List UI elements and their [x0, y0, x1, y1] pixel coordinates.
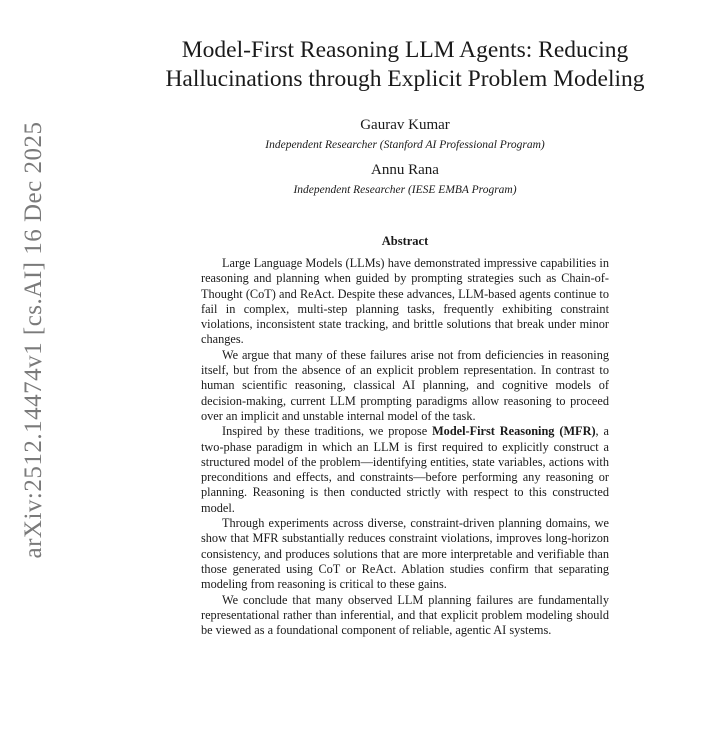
title-line-2: Hallucinations through Explicit Problem Modeling — [165, 66, 645, 92]
abstract-paragraph-5: We conclude that many observed LLM planning failures are fundamentally representational rather than inferential, and that explicit problem modeling should be viewed as a foundational component of reliable, agentic AI systems. — [201, 592, 609, 638]
author-block-1 — [150, 116, 660, 152]
author-block-2 — [150, 161, 660, 197]
abstract-paragraph-3 — [201, 424, 609, 516]
abstract-heading: Abstract — [381, 234, 429, 248]
abstract-paragraph-1: Large Language Models (LLMs) have demonstrated impressive capabilities in reasoning and planning when guided by prompting strategies such as Chain-of-Thought (CoT) and ReAct. Despite these advances, LLM-based agents continue to fail in complex, multi-step planning tasks, frequently exhibiting constraint violations, inconsistent state tracking, and brittle solutions that break under minor changes. — [201, 256, 609, 347]
author-affiliation: Independent Researcher (Stanford AI Professional Program) — [265, 139, 545, 151]
title-line-1: Model-First Reasoning LLM Agents: Reducing — [181, 37, 629, 63]
abstract-paragraph-4: Through experiments across diverse, constraint-driven planning domains, we show that MFR substantially reduces constraint violations, improves long-horizon consistency, and produces solutions that are more interpretable and verifiable than those generated using CoT or ReAct. Ablation studies confirm that separating modeling from reasoning is critical to these gains. — [201, 516, 609, 592]
author-affiliation: Independent Researcher (IESE EMBA Program) — [293, 184, 517, 196]
abstract-text: Inspired by these traditions, we propose — [222, 424, 433, 439]
abstract-body — [201, 256, 609, 638]
abstract-paragraph-2: We argue that many of these failures arise not from deficiencies in reasoning itself, but from the absence of an explicit problem representation. In contrast to human scientific reasoning, classical AI planning, and cognitive models of decision-making, current LLM prompting paradigms allow reasoning to proceed over an implicit and unstable internal model of the task. — [201, 347, 609, 423]
method-name-emphasis: Model-First Reasoning (MFR) — [432, 424, 596, 439]
author-name: Annu Rana — [371, 162, 439, 178]
abstract-text: , a two-phase paradigm in which an LLM is first required to explicitly construct a structured model of the problem—identifying entities, state variables, actions with preconditions and effects, and constraints—before performing any reasoning or planning. Reasoning is then conducted strictly with respect to this constructed model. — [201, 424, 609, 515]
arxiv-identifier: arXiv:2512.14474v1 [cs.AI] 16 Dec 2025 — [20, 121, 47, 559]
paper-title — [150, 36, 660, 94]
author-name: Gaurav Kumar — [360, 117, 450, 133]
